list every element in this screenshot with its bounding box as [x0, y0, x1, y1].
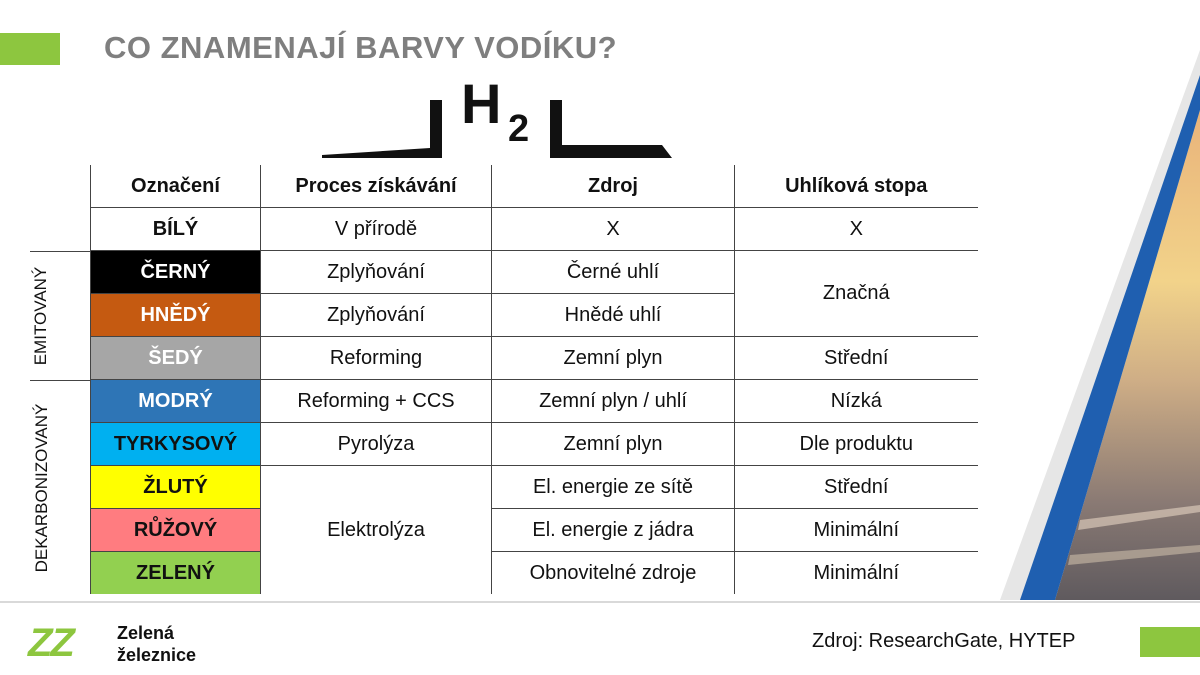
color-cell-pink: RŮŽOVÝ [91, 509, 261, 552]
brand-logo: ZZ [28, 621, 73, 665]
brand-line-2: železnice [117, 645, 197, 665]
hydrogen-colors-table [90, 165, 978, 594]
header-process: Proces získávání [261, 165, 492, 208]
color-cell-black: ČERNÝ [91, 251, 261, 294]
color-cell-green: ZELENÝ [91, 552, 261, 595]
page-title: CO ZNAMENAJÍ BARVY VODÍKU? [104, 30, 618, 65]
color-cell-turquoise: TYRKYSOVÝ [91, 423, 261, 466]
process-cell: Zplyňování [261, 294, 492, 337]
source-cell: Zemní plyn [492, 423, 735, 466]
brand-line-1: Zelená [117, 623, 175, 643]
group-label-emitted: EMITOVANÝ [31, 266, 50, 366]
h2-subscript: 2 [508, 108, 530, 150]
color-cell-grey: ŠEDÝ [91, 337, 261, 380]
group-divider-top [30, 251, 90, 252]
table-row [91, 423, 978, 466]
source-note: Zdroj: ResearchGate, HYTEP [812, 630, 1076, 652]
color-cell-blue: MODRÝ [91, 380, 261, 423]
table-header-row [91, 165, 978, 208]
table-row [91, 380, 978, 423]
source-cell: El. energie z jádra [492, 509, 735, 552]
process-cell: Reforming [261, 337, 492, 380]
footprint-cell: Střední [735, 337, 978, 380]
source-cell: Černé uhlí [492, 251, 735, 294]
source-cell: Obnovitelné zdroje [492, 552, 735, 595]
color-cell-yellow: ŽLUTÝ [91, 466, 261, 509]
table-row [91, 466, 978, 509]
footer-divider [0, 601, 1200, 603]
footprint-cell: Střední [735, 466, 978, 509]
process-cell: Zplyňování [261, 251, 492, 294]
source-cell: El. energie ze sítě [492, 466, 735, 509]
footprint-cell: Značná [735, 251, 978, 337]
footprint-cell: Nízká [735, 380, 978, 423]
process-cell: Reforming + CCS [261, 380, 492, 423]
footprint-cell: Minimální [735, 552, 978, 595]
header-source: Zdroj [492, 165, 735, 208]
table-row [91, 251, 978, 294]
source-cell: Zemní plyn / uhlí [492, 380, 735, 423]
accent-bar-bottom [1140, 627, 1200, 657]
header-designation: Označení [91, 165, 261, 208]
process-cell: Pyrolýza [261, 423, 492, 466]
source-cell: Hnědé uhlí [492, 294, 735, 337]
table-row [91, 552, 978, 595]
header-footprint: Uhlíková stopa [735, 165, 978, 208]
group-label-decarbonized: DEKARBONIZOVANÝ [32, 403, 51, 573]
process-cell: V přírodě [261, 208, 492, 251]
footprint-cell: X [735, 208, 978, 251]
brand-name [117, 622, 196, 666]
table-row [91, 337, 978, 380]
footprint-cell: Dle produktu [735, 423, 978, 466]
decorative-rail-image [960, 0, 1200, 620]
table-row [91, 509, 978, 552]
color-cell-brown: HNĚDÝ [91, 294, 261, 337]
footprint-cell: Minimální [735, 509, 978, 552]
group-divider-middle [30, 380, 90, 381]
table-row [91, 208, 978, 251]
h2-letter: H [461, 72, 502, 135]
color-cell-white: BÍLÝ [91, 208, 261, 251]
accent-bar-top [0, 33, 60, 65]
source-cell: X [492, 208, 735, 251]
source-cell: Zemní plyn [492, 337, 735, 380]
process-cell: Elektrolýza [261, 466, 492, 595]
